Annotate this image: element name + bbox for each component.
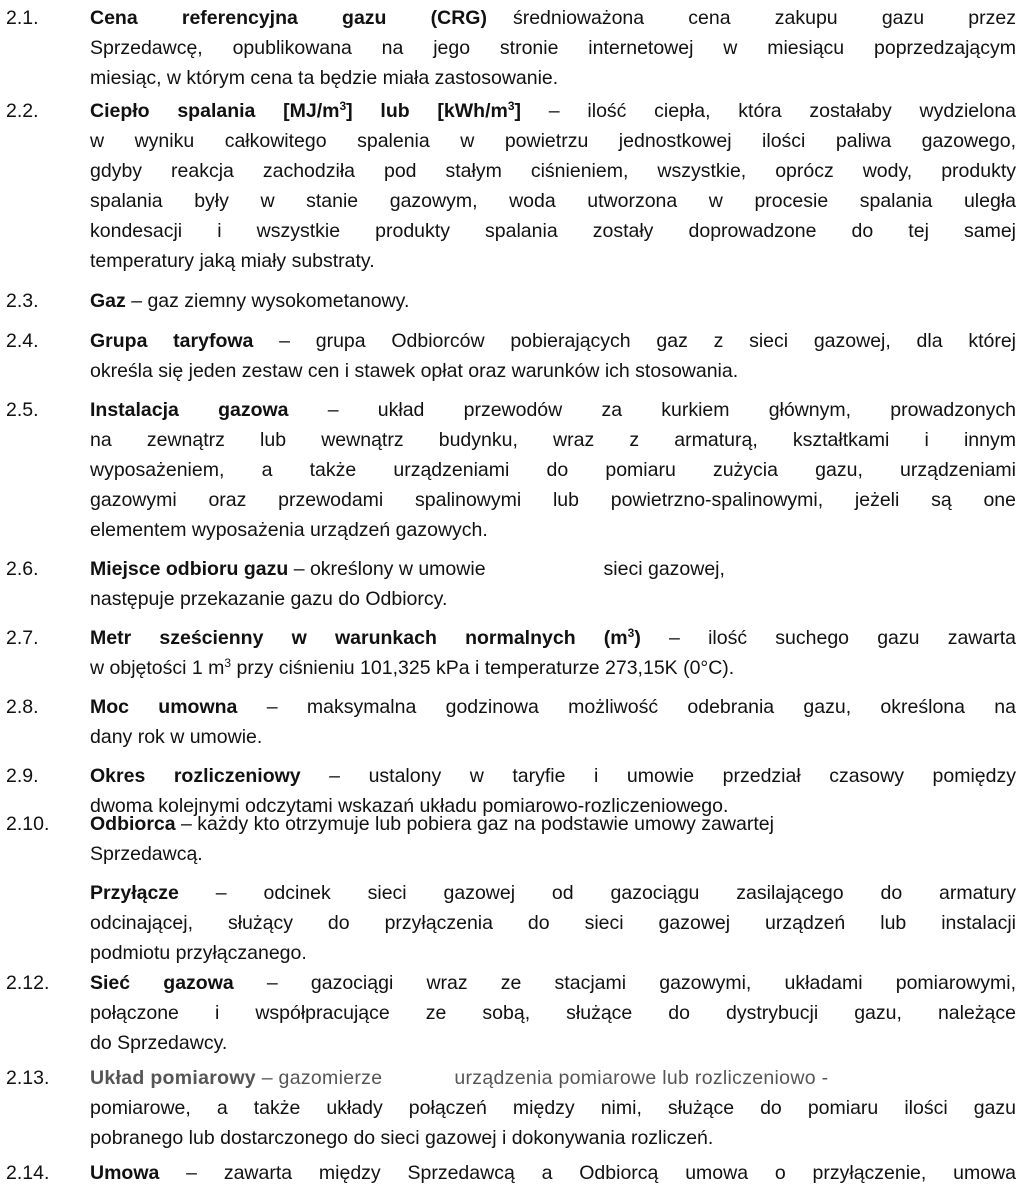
definition-line: w objętości 1 $m^3$ przy ciśnieniu 101,325 kPa i temperaturze 273,15K (0°C).: [90, 656, 735, 679]
definition-line: [90, 623, 1016, 653]
definition-line: [90, 3, 1016, 33]
definition-text: – każdy kto otrzymuje lub pobiera gaz na podstawie umowy zawartej: [181, 813, 774, 835]
section-number: 2.13.: [6, 1067, 50, 1089]
definition-line: gdyby reakcja zachodziła pod stałym ciśnieniem, wszystkie, oprócz wody, produkty: [90, 160, 1016, 182]
section-number: 2.3.: [6, 290, 39, 312]
section-number: 2.5.: [6, 399, 39, 421]
definition-line: [90, 1063, 1016, 1093]
section-number: 2.8.: [6, 696, 39, 718]
section-number: 2.4.: [6, 330, 39, 352]
definition-term: Grupa taryfowa: [90, 330, 254, 352]
definition-line: Sprzedawcę, opublikowana na jego stronie internetowej w miesiącu poprzedzającym: [90, 37, 1016, 59]
definition-line: kondesacji i wszystkie produkty spalania zostały doprowadzone do tej samej: [90, 220, 1016, 242]
definition-text: średnioważona cena zakupu gazu przez: [512, 7, 1016, 29]
definition-text: urządzenia pomiarowe lub rozliczeniowo -: [454, 1067, 829, 1089]
definition-line: określa się jeden zestaw cen i stawek opłat oraz warunków ich stosowania.: [90, 360, 739, 382]
definition-text: – ilość suchego gazu zawarta: [669, 627, 1016, 649]
definition-term: Układ pomiarowy: [90, 1067, 256, 1089]
definition-line: odcinającej, służący do przyłączenia do sieci gazowej urządzeń lub instalacji: [90, 912, 1016, 934]
definition-line: [90, 809, 990, 839]
definition-line: wyposażeniem, a także urządzeniami do pomiaru zużycia gazu, urządzeniami: [90, 459, 1016, 481]
definition-line: pobranego lub dostarczonego do sieci gazowej i dokonywania rozliczeń.: [90, 1127, 714, 1149]
definition-line: [90, 1158, 1016, 1188]
definition-line: [90, 968, 1016, 998]
definition-line: do Sprzedawcy.: [90, 1032, 228, 1054]
definition-term: Instalacja gazowa: [90, 399, 289, 421]
definition-line: [90, 554, 1016, 584]
definition-line: [90, 692, 1016, 722]
definition-line: podmiotu przyłączanego.: [90, 942, 307, 964]
definition-text: sieci gazowej,: [603, 558, 725, 580]
definition-line: elementem wyposażenia urządzeń gazowych.: [90, 519, 488, 541]
definition-line: miesiąc, w którym cena ta będzie miała zastosowanie.: [90, 67, 559, 89]
definition-text: – maksymalna godzinowa możliwość odebrania gazu, określona na: [266, 696, 1016, 718]
definition-line: następuje przekazanie gazu do Odbiorcy.: [90, 588, 448, 610]
definition-text: – zawarta między Sprzedawcą a Odbiorcą umowa o przyłączenie, umowa: [186, 1162, 1016, 1184]
definition-text: – ilość ciepła, która zostałaby wydzielona: [548, 100, 1017, 122]
definition-line: [90, 395, 1016, 425]
definition-line: dwoma kolejnymi odczytami wskazań układu pomiarowo-rozliczeniowego.: [90, 795, 729, 817]
definition-line: Sprzedawcą.: [90, 843, 203, 865]
definition-line: [90, 96, 1016, 126]
definition-term: Sieć gazowa: [90, 972, 234, 994]
definition-text: – gazomierze: [261, 1067, 383, 1089]
definition-term: Okres rozliczeniowy: [90, 765, 301, 787]
definition-line: [90, 286, 1016, 316]
definition-line: spalania były w stanie gazowym, woda utworzona w procesie spalania uległa: [90, 190, 1016, 212]
definition-line: w wyniku całkowitego spalenia w powietrzu jednostkowej ilości paliwa gazowego,: [90, 130, 1016, 152]
section-number: 2.12.: [6, 972, 50, 994]
definition-term: Metr sześcienny w warunkach normalnych $(m^3)$: [90, 626, 641, 649]
definition-term: Przyłącze: [90, 882, 179, 904]
definition-line: połączone i współpracujące ze sobą, służące do dystrybucji gazu, należące: [90, 1002, 1016, 1024]
section-number: 2.1.: [6, 7, 39, 29]
definition-line: dany rok w umowie.: [90, 726, 263, 748]
definition-term: Ciepło spalania $[MJ/m^3]$ lub $[kWh/m^3]$: [90, 99, 522, 122]
section-number: 2.10.: [6, 813, 50, 835]
definition-line: [90, 326, 1016, 356]
section-number: 2.14.: [6, 1162, 50, 1184]
definition-line: pomiarowe, a także układy połączeń między nimi, służące do pomiaru ilości gazu: [90, 1097, 1016, 1119]
definition-line: [90, 761, 1016, 791]
definition-term: Cena referencyjna gazu (CRG): [90, 7, 487, 29]
definition-text: – odcinek sieci gazowej od gazociągu zasilającego do armatury: [215, 882, 1016, 904]
section-number: 2.7.: [6, 627, 39, 649]
definition-term: Odbiorca: [90, 813, 176, 835]
definition-term: Miejsce odbioru gazu: [90, 558, 289, 580]
definition-term: Gaz: [90, 290, 126, 312]
definition-text: – grupa Odbiorców pobierających gaz z sieci gazowej, dla której: [279, 330, 1017, 352]
definition-text: – gaz ziemny wysokometanowy.: [131, 290, 410, 312]
definition-line: [90, 878, 1016, 908]
definition-line: gazowymi oraz przewodami spalinowymi lub powietrzno-spalinowymi, jeżeli są one: [90, 489, 1016, 511]
definition-text: – ustalony w taryfie i umowie przedział czasowy pomiędzy: [329, 765, 1016, 787]
definition-line: na zewnątrz lub wewnątrz budynku, wraz z armaturą, kształtkami i innym: [90, 429, 1016, 451]
section-number: 2.9.: [6, 765, 39, 787]
definition-line: temperatury jaką miały substraty.: [90, 250, 375, 272]
definition-text: – gazociągi wraz ze stacjami gazowymi, układami pomiarowymi,: [266, 972, 1016, 994]
definition-text: – układ przewodów za kurkiem głównym, prowadzonych: [327, 399, 1017, 421]
definition-text: – określony w umowie: [293, 558, 486, 580]
section-number: 2.6.: [6, 558, 39, 580]
definition-term: Moc umowna: [90, 696, 238, 718]
definition-term: Umowa: [90, 1162, 160, 1184]
section-number: 2.2.: [6, 100, 39, 122]
